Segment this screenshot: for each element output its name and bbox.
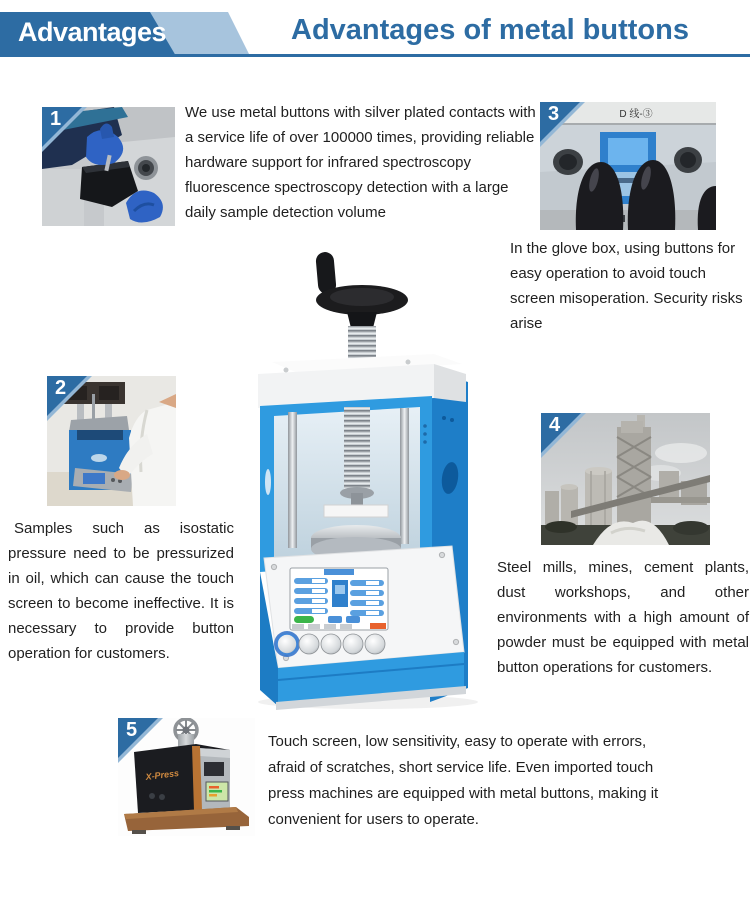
number-label: 1 <box>50 108 62 130</box>
control-panel <box>264 546 464 668</box>
header-ribbon <box>0 12 250 56</box>
advantage-text-1: We use metal buttons with silver plated contacts with a service life of over 100000 times, providing reliable hardware support for infrared spectroscopy fluorescence spectroscopy detection with a large daily sample detection volume <box>185 104 536 221</box>
operator-hand <box>114 470 130 480</box>
number-badge <box>118 718 163 763</box>
header-underline <box>0 54 750 57</box>
metal-button-4[interactable] <box>343 634 363 654</box>
guide-rod-left <box>288 412 297 548</box>
press-screw <box>344 407 370 489</box>
photo-cement-plant <box>541 413 710 545</box>
blue-press-illustration <box>238 250 490 710</box>
photo-gloved-hands <box>42 107 175 226</box>
metal-button-power[interactable] <box>277 634 297 654</box>
advantage-text-2: Samples such as isostatic pressure need to be pressurized in oil, which can cause the touch screen to become ineffective. It is necessary to provide button operation for customers. <box>8 520 234 662</box>
number-badge <box>47 376 92 421</box>
number-badge <box>540 102 585 147</box>
guide-rod-right <box>400 408 409 544</box>
number-label: 3 <box>548 103 560 125</box>
advantage-text-3: In the glove box, using buttons for easy operation to avoid touch screen misoperation. Security risks arise <box>510 240 743 332</box>
photo-glove-box <box>540 102 716 230</box>
handwheel <box>315 251 408 336</box>
xpress-logo-label: X-Press <box>145 767 180 782</box>
photo-xpress-machine <box>118 718 255 836</box>
press-interior <box>265 407 427 561</box>
upper-platen-plate <box>324 505 388 517</box>
metal-button-5[interactable] <box>365 634 385 654</box>
preheater-tower <box>617 427 651 527</box>
advantage-text-4: Steel mills, mines, cement plants, dust workshops, and other environments with a high amount of powder must be equipped with metal button operations for customers. <box>497 559 749 676</box>
page-title: Advantages of metal buttons <box>291 14 689 46</box>
number-badge <box>42 107 87 152</box>
advantage-text-5: Touch screen, low sensitivity, easy to operate with errors, afraid of scratches, short service life. Even imported touch press machines are equipped with metal buttons, making it convenient for users to operate. <box>268 733 659 828</box>
glove-box-line-label: D 线-③ <box>619 109 653 120</box>
number-badge <box>541 413 586 458</box>
metal-button-2[interactable] <box>299 634 319 654</box>
number-label: 2 <box>55 377 67 399</box>
ribbon-label: Advantages <box>18 17 167 47</box>
number-label: 4 <box>549 414 561 436</box>
center-press-machine-image <box>238 250 490 710</box>
cement-silo <box>585 471 612 527</box>
touchscreen[interactable] <box>290 568 388 630</box>
metal-button-3[interactable] <box>321 634 341 654</box>
number-label: 5 <box>126 719 138 741</box>
photo-isostatic-press-operator <box>47 376 176 506</box>
